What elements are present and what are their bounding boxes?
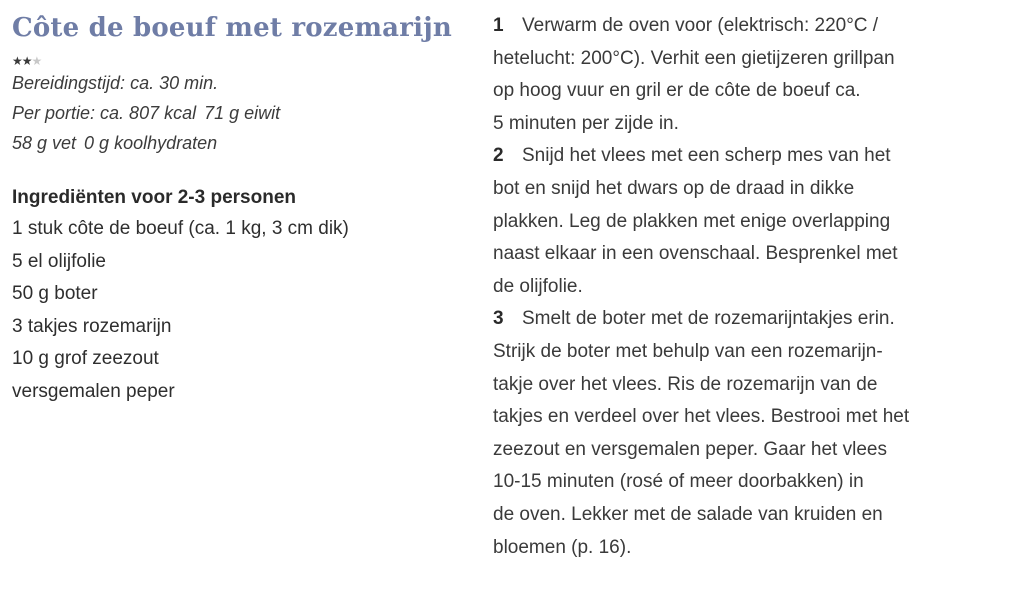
step-line: bloemen (p. 16).	[493, 536, 632, 558]
step-line: zeezout en versgemalen peper. Gaar het vlees	[493, 438, 887, 460]
step-number: 3	[493, 308, 504, 330]
filled-stars-icon: ★★	[12, 54, 32, 68]
ingredient-item: 1 stuk côte de boeuf (ca. 1 kg, 3 cm dik)	[12, 218, 349, 239]
step-line: plakken. Leg de plakken met enige overlapping	[493, 210, 891, 232]
ingredients-heading: Ingrediënten voor 2-3 personen	[12, 187, 296, 208]
step-line: Strijk de boter met behulp van een rozemarijn-	[493, 340, 883, 362]
nutrition-line-2	[12, 128, 482, 158]
recipe-meta	[12, 68, 482, 158]
protein: 71 g eiwit	[204, 103, 281, 123]
step-line: takjes en verdeel over het vlees. Bestrooi met het	[493, 406, 910, 428]
step-2	[493, 140, 1013, 303]
calories: Per portie: ca. 807 kcal	[12, 103, 197, 123]
recipe-info-column	[12, 6, 482, 409]
carbohydrates: 0 g koolhydraten	[84, 133, 218, 153]
ingredients-list	[12, 213, 482, 409]
step-line: bot en snijd het dwars op de draad in dikke	[493, 177, 855, 199]
step-line: 10-15 minuten (rosé of meer doorbakken) in	[493, 471, 864, 493]
step-number: 2	[493, 145, 504, 167]
step-line: naast elkaar in een ovenschaal. Besprenkel met	[493, 243, 898, 265]
step-line: takje over het vlees. Ris de rozemarijn van de	[493, 373, 878, 395]
empty-star-icon: ★	[31, 54, 42, 68]
step-3	[493, 303, 1013, 564]
ingredient-item: 10 g grof zeezout	[12, 348, 159, 370]
ingredient-item: 5 el olijfolie	[12, 250, 106, 272]
difficulty-rating	[12, 54, 482, 68]
prep-time: Bereidingstijd: ca. 30 min.	[12, 73, 219, 93]
step-1	[493, 10, 1013, 140]
step-line: 5 minuten per zijde in.	[493, 112, 679, 134]
step-line: de olijfolie.	[493, 275, 583, 297]
step-line: hetelucht: 200°C). Verhit een gietijzeren grillpan	[493, 47, 895, 69]
ingredient-item: 3 takjes rozemarijn	[12, 315, 172, 337]
preparation-column	[493, 10, 1013, 564]
step-line: 3 Smelt de boter met de rozemarijntakjes erin.	[493, 303, 1013, 336]
step-line: 1 Verwarm de oven voor (elektrisch: 220°C /	[493, 10, 1013, 43]
step-line: op hoog vuur en gril er de côte de boeuf ca.	[493, 80, 861, 102]
ingredient-item: versgemalen peper	[12, 380, 175, 402]
fat: 58 g vet	[12, 133, 77, 153]
ingredient-item: 50 g boter	[12, 283, 98, 305]
step-line: 2 Snijd het vlees met een scherp mes van het	[493, 140, 1013, 173]
recipe-title: Côte de boeuf met rozemarijn	[12, 13, 452, 43]
step-number: 1	[493, 15, 504, 36]
nutrition-line-1	[12, 98, 482, 128]
step-line: de oven. Lekker met de salade van kruiden en	[493, 503, 883, 525]
